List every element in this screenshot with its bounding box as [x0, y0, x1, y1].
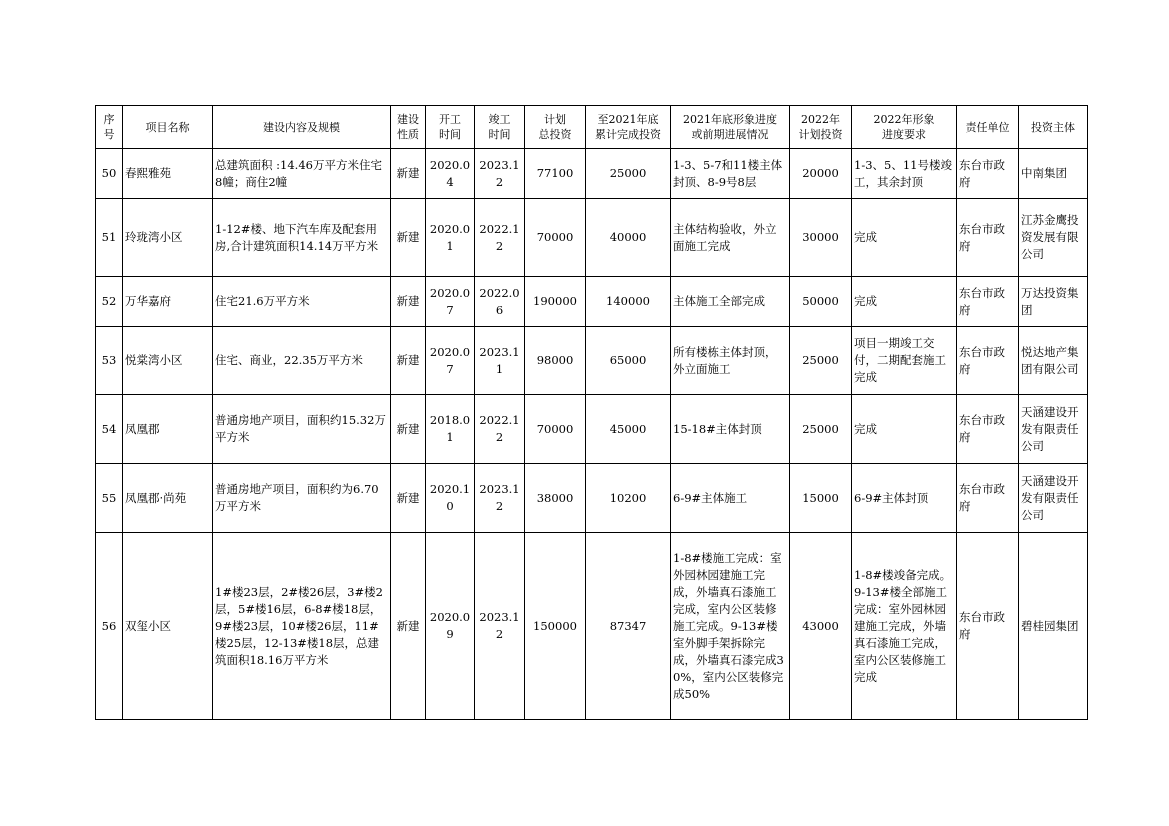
cell-plan: 20000 [790, 149, 852, 199]
cell-unit: 东台市政府 [957, 464, 1019, 533]
header-line2: 时间 [488, 128, 511, 141]
cell-unit: 东台市政府 [957, 395, 1019, 464]
cell-end: 2023.12 [475, 533, 525, 720]
header-line2: 累计完成投资 [595, 128, 661, 141]
cell-name: 双玺小区 [123, 533, 213, 720]
cell-unit: 东台市政府 [957, 199, 1019, 277]
cell-scope: 普通房地产项目，面积约为6.70万平方米 [213, 464, 391, 533]
header-line2: 性质 [397, 128, 419, 141]
header-cell-req [852, 106, 957, 149]
cell-total: 190000 [525, 277, 586, 327]
cell-unit: 东台市政府 [957, 533, 1019, 720]
cell-progress: 1-8#楼施工完成：室外园林园建施工完成，外墙真石漆施工完成，室内公区装修施工完成。9-13#楼室外脚手架拆除完成，外墙真石漆完成30%，室内公区装修完成50% [671, 533, 790, 720]
cell-done: 65000 [586, 327, 671, 395]
cell-start: 2018.01 [426, 395, 475, 464]
header-line1: 建设内容及规模 [263, 120, 340, 134]
cell-scope: 住宅21.6万平方米 [213, 277, 391, 327]
cell-no: 51 [96, 199, 123, 277]
cell-req: 完成 [852, 277, 957, 327]
cell-investor: 天涵建设开发有限责任公司 [1019, 395, 1088, 464]
cell-type: 新建 [391, 327, 426, 395]
cell-name: 万华嘉府 [123, 277, 213, 327]
header-cell-scope [213, 106, 391, 149]
cell-total: 38000 [525, 464, 586, 533]
cell-scope: 住宅、商业，22.35万平方米 [213, 327, 391, 395]
cell-start: 2020.10 [426, 464, 475, 533]
header-cell-plan [790, 106, 852, 149]
cell-no: 56 [96, 533, 123, 720]
cell-done: 10200 [586, 464, 671, 533]
cell-total: 70000 [525, 199, 586, 277]
header-cell-progress [671, 106, 790, 149]
header-line1: 2022年形象 [873, 113, 935, 126]
cell-done: 40000 [586, 199, 671, 277]
cell-req: 完成 [852, 199, 957, 277]
cell-type: 新建 [391, 199, 426, 277]
cell-end: 2023.12 [475, 149, 525, 199]
cell-unit: 东台市政府 [957, 277, 1019, 327]
cell-done: 45000 [586, 395, 671, 464]
table-row [96, 149, 1088, 199]
cell-plan: 15000 [790, 464, 852, 533]
cell-start: 2020.04 [426, 149, 475, 199]
table-row [96, 533, 1088, 720]
cell-progress: 所有楼栋主体封顶，外立面施工 [671, 327, 790, 395]
cell-req: 6-9#主体封顶 [852, 464, 957, 533]
cell-req: 完成 [852, 395, 957, 464]
cell-progress: 主体结构验收，外立面施工完成 [671, 199, 790, 277]
header-cell-total [525, 106, 586, 149]
cell-type: 新建 [391, 277, 426, 327]
header-line2: 进度要求 [882, 128, 926, 141]
cell-investor: 中南集团 [1019, 149, 1088, 199]
cell-investor: 碧桂园集团 [1019, 533, 1088, 720]
cell-total: 70000 [525, 395, 586, 464]
cell-start: 2020.07 [426, 277, 475, 327]
cell-done: 87347 [586, 533, 671, 720]
header-cell-investor [1019, 106, 1088, 149]
cell-progress: 1-3、5-7和11楼主体封顶、8-9号8层 [671, 149, 790, 199]
header-line2: 号 [103, 128, 115, 141]
header-line1: 竣工 [488, 113, 511, 126]
cell-plan: 25000 [790, 327, 852, 395]
cell-end: 2022.12 [475, 199, 525, 277]
table-row [96, 464, 1088, 533]
cell-scope: 普通房地产项目，面积约15.32万平方米 [213, 395, 391, 464]
cell-plan: 50000 [790, 277, 852, 327]
header-line1: 至2021年底 [597, 113, 659, 126]
cell-req: 1-3、5、11号楼竣工，其余封顶 [852, 149, 957, 199]
cell-name: 春熙雅苑 [123, 149, 213, 199]
cell-unit: 东台市政府 [957, 149, 1019, 199]
cell-name: 悦棠湾小区 [123, 327, 213, 395]
cell-name: 凤凰郡 [123, 395, 213, 464]
header-line1: 项目名称 [145, 120, 190, 134]
header-line1: 2021年底形象进度 [683, 113, 777, 126]
header-line1: 投资主体 [1031, 120, 1075, 134]
table-row [96, 395, 1088, 464]
cell-name: 凤凰郡·尚苑 [123, 464, 213, 533]
header-line1: 建设 [397, 113, 419, 126]
header-cell-no [96, 106, 123, 149]
cell-type: 新建 [391, 464, 426, 533]
cell-end: 2023.12 [475, 464, 525, 533]
cell-scope: 总建筑面积 :14.46万平方米住宅8幢；商住2幢 [213, 149, 391, 199]
cell-no: 52 [96, 277, 123, 327]
header-line1: 计划 [544, 113, 566, 126]
cell-investor: 天涵建设开发有限责任公司 [1019, 464, 1088, 533]
cell-done: 140000 [586, 277, 671, 327]
cell-done: 25000 [586, 149, 671, 199]
cell-req: 项目一期竣工交付，二期配套施工完成 [852, 327, 957, 395]
header-line2: 或前期进展情况 [691, 128, 769, 141]
cell-investor: 悦达地产集团有限公司 [1019, 327, 1088, 395]
cell-end: 2023.11 [475, 327, 525, 395]
cell-scope: 1-12#楼、地下汽车库及配套用房,合计建筑面积14.14万平方米 [213, 199, 391, 277]
cell-investor: 江苏金鹰投资发展有限公司 [1019, 199, 1088, 277]
header-line2: 计划投资 [798, 128, 843, 141]
cell-start: 2020.01 [426, 199, 475, 277]
cell-progress: 主体施工全部完成 [671, 277, 790, 327]
cell-total: 150000 [525, 533, 586, 720]
header-line1: 开工 [439, 113, 461, 126]
cell-no: 53 [96, 327, 123, 395]
cell-type: 新建 [391, 149, 426, 199]
header-cell-end [475, 106, 525, 149]
cell-name: 玲珑湾小区 [123, 199, 213, 277]
header-cell-start [426, 106, 475, 149]
table-row [96, 277, 1088, 327]
cell-progress: 6-9#主体施工 [671, 464, 790, 533]
cell-no: 50 [96, 149, 123, 199]
cell-plan: 25000 [790, 395, 852, 464]
header-line2: 时间 [439, 128, 461, 141]
cell-unit: 东台市政府 [957, 327, 1019, 395]
cell-plan: 30000 [790, 199, 852, 277]
cell-req: 1-8#楼竣备完成。9-13#楼全部施工完成：室外园林园建施工完成，外墙真石漆施工完成，室内公区装修施工完成 [852, 533, 957, 720]
cell-start: 2020.09 [426, 533, 475, 720]
cell-start: 2020.07 [426, 327, 475, 395]
header-cell-name [123, 106, 213, 149]
cell-total: 98000 [525, 327, 586, 395]
table-row [96, 327, 1088, 395]
cell-type: 新建 [391, 533, 426, 720]
header-line1: 责任单位 [965, 120, 1010, 134]
cell-no: 54 [96, 395, 123, 464]
header-cell-done [586, 106, 671, 149]
cell-scope: 1#楼23层，2#楼26层，3#楼2层，5#楼16层，6-8#楼18层，9#楼23层，10#楼26层，11#楼25层，12-13#楼18层，总建筑面积18.16万平方米 [213, 533, 391, 720]
cell-end: 2022.06 [475, 277, 525, 327]
header-line1: 2022年 [801, 113, 840, 126]
cell-total: 77100 [525, 149, 586, 199]
header-row [96, 106, 1088, 149]
cell-progress: 15-18#主体封顶 [671, 395, 790, 464]
header-line2: 总投资 [538, 128, 572, 141]
cell-plan: 43000 [790, 533, 852, 720]
header-cell-type [391, 106, 426, 149]
cell-no: 55 [96, 464, 123, 533]
cell-type: 新建 [391, 395, 426, 464]
cell-investor: 万达投资集团 [1019, 277, 1088, 327]
project-table [95, 105, 1088, 720]
table-row [96, 199, 1088, 277]
cell-end: 2022.12 [475, 395, 525, 464]
header-line1: 序 [103, 113, 115, 126]
header-cell-unit [957, 106, 1019, 149]
